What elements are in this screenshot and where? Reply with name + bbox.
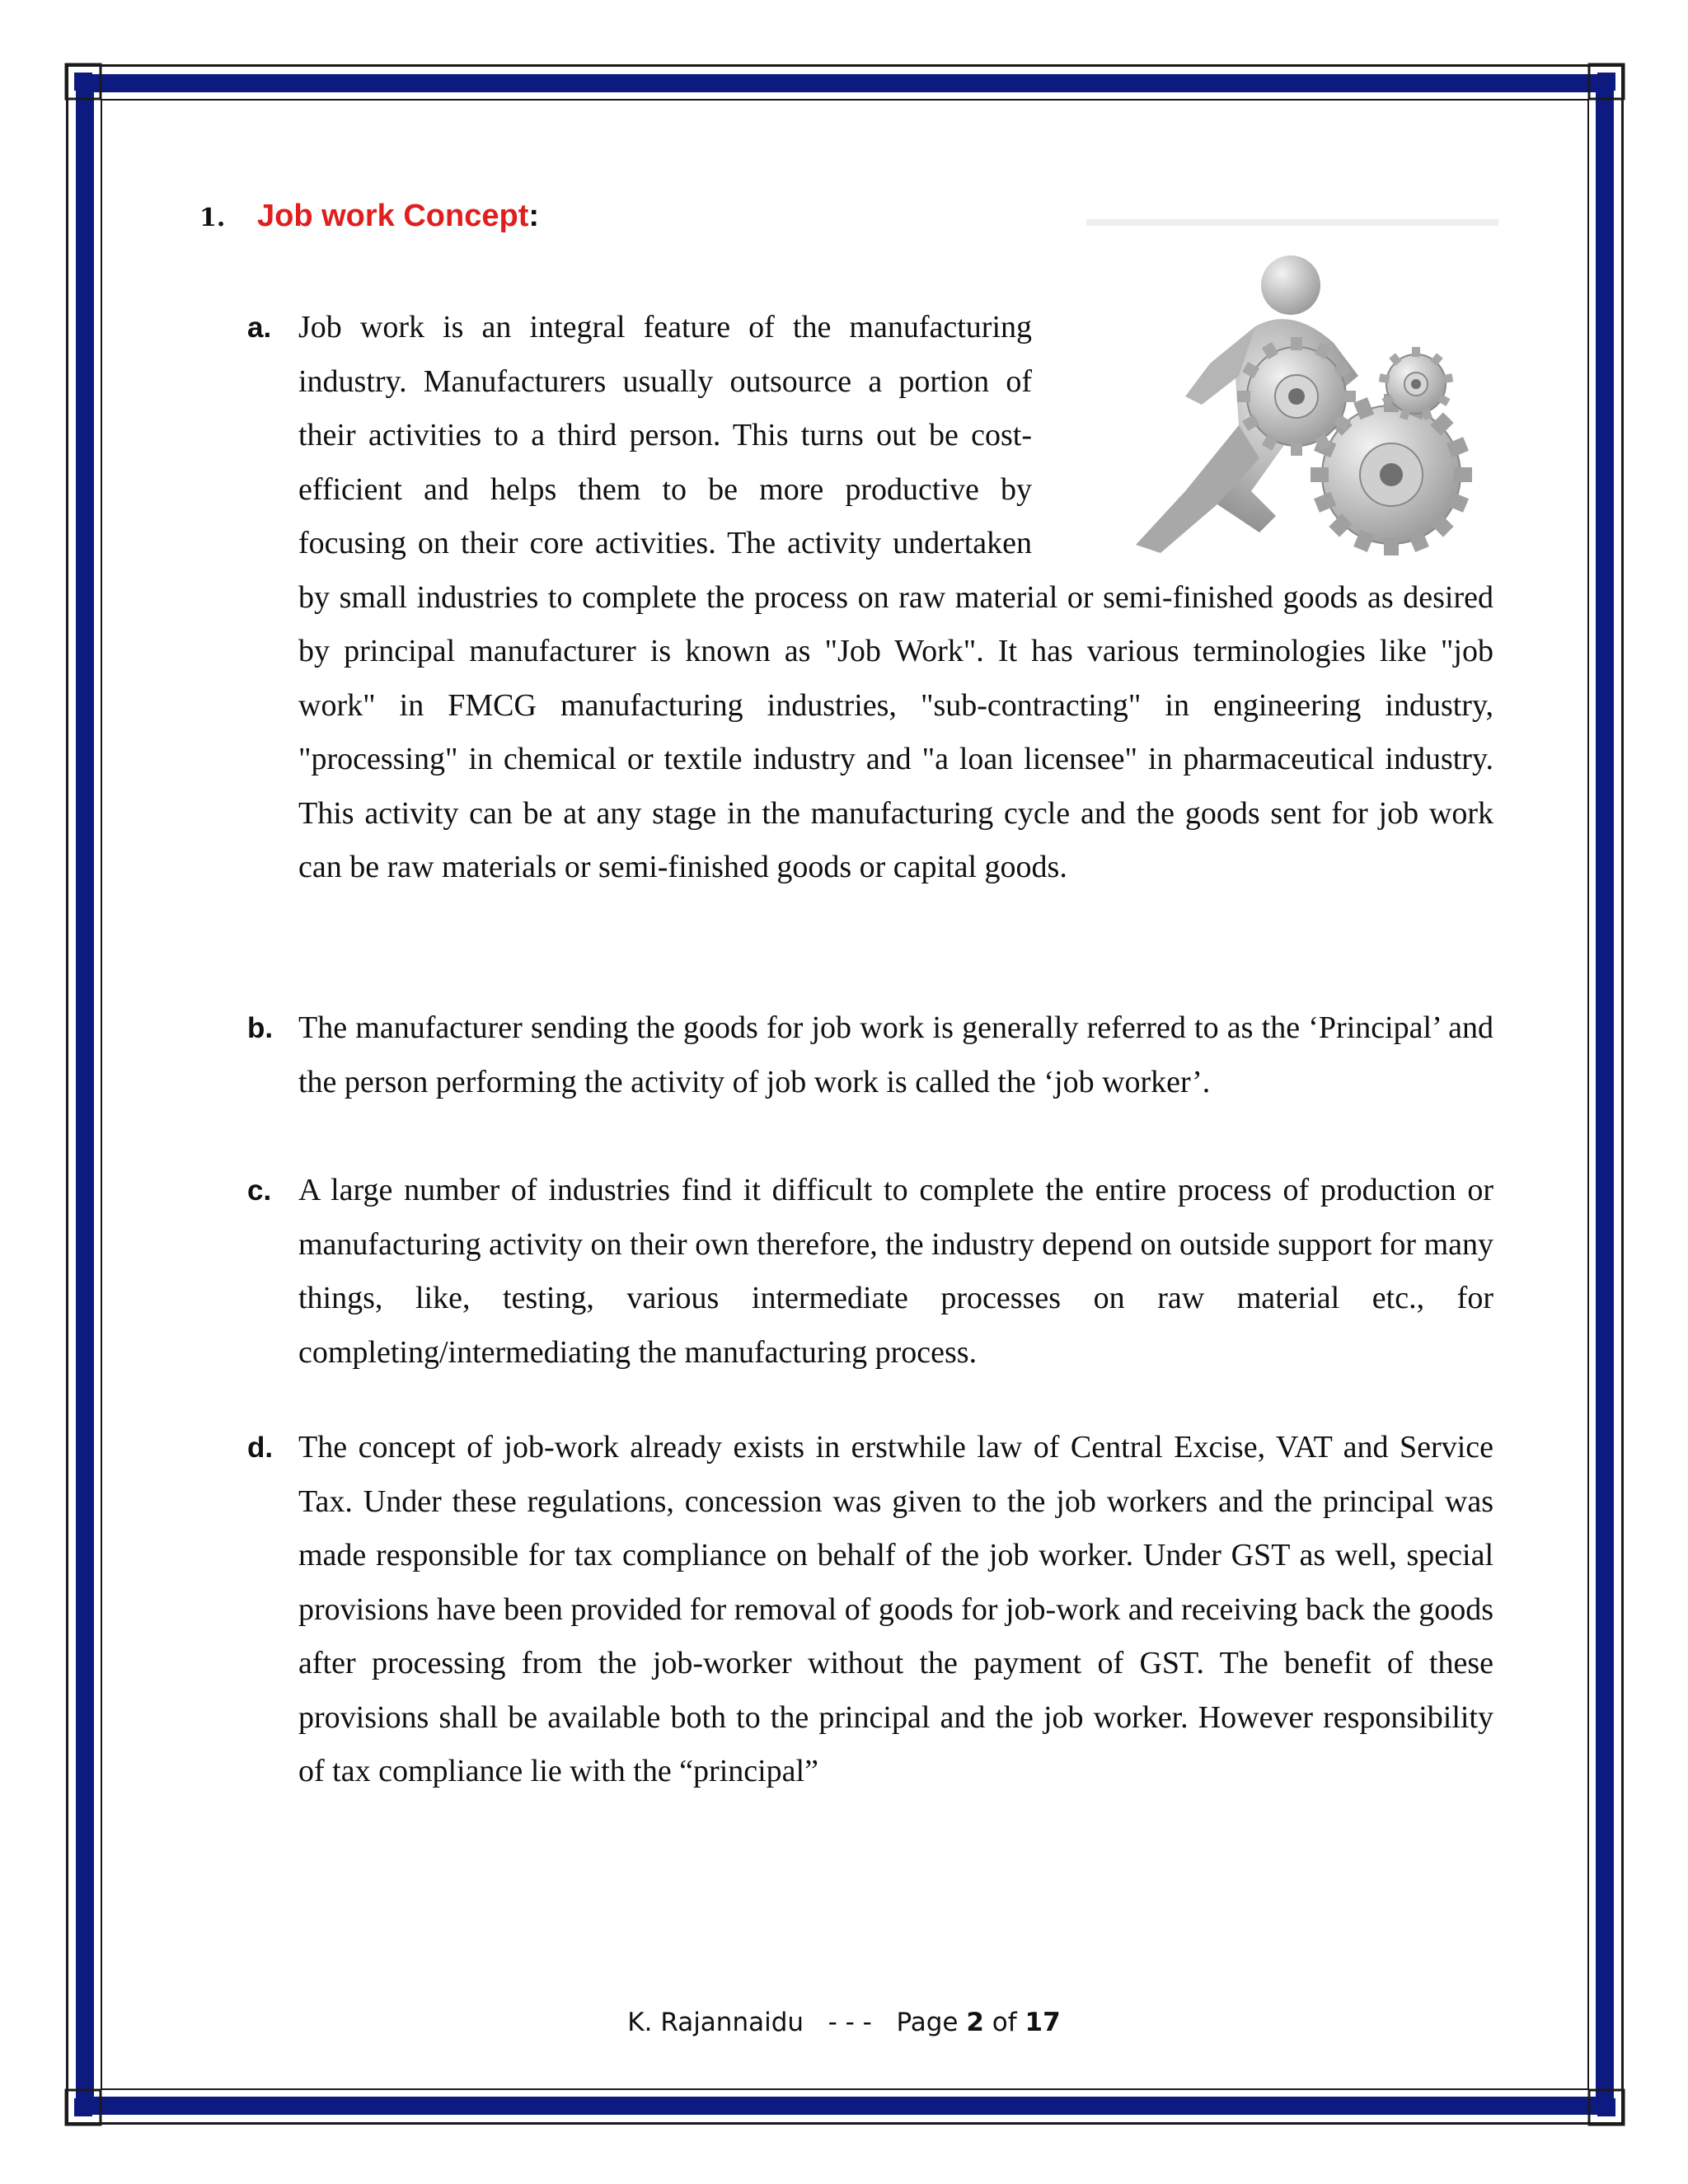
- list-item-a-text: Job work is an integral feature of the manufacturing industry. Manufacturers usually outsource a portion of their activities to a third person. This turns out be cost-efficient and helps them to be more productive by focusing on their core activities. The activity undertaken by small industries to complete the process on raw material or semi-finished goods as desired by principal manufacturer is known as "Job Work". It has various terminologies like "job work" in FMCG manufacturing industries, "sub-contracting" in engineering industry, "processing" in chemical or textile industry and "a loan licensee" in pharmaceutical industry. This activity can be at any stage in the manufacturing cycle and the goods sent for job work can be raw materials or semi-finished goods or capital goods.: [298, 310, 1493, 884]
- list-item-d-text: The concept of job-work already exists in erstwhile law of Central Excise, VAT and Service Tax. Under these regulations, concession was given to the job workers and the principal was made responsible for tax compliance on behalf of the job worker. Under GST as well, special provisions have been provided for removal of goods for job-work and receiving back the goods after processing from the job-worker without the payment of GST. The benefit of these provisions shall be available both to the principal and the job worker. However responsibility of tax compliance lie with the “principal”: [298, 1430, 1493, 1788]
- section-title: Job work Concept: [257, 199, 529, 233]
- section-number: 1.: [199, 204, 226, 232]
- corner-ornament-bottom-left: [64, 2088, 102, 2126]
- page-footer: [0, 2008, 1688, 2037]
- corner-ornament-bottom-right: [1587, 2088, 1625, 2126]
- list-marker: a.: [247, 312, 272, 344]
- footer-of-label: of: [992, 2008, 1017, 2037]
- list-item-b: [247, 1001, 1493, 1109]
- footer-page-label: Page: [896, 2008, 959, 2037]
- corner-ornament-top-left: [64, 63, 102, 101]
- image-wrap-spacer: [1032, 301, 1493, 548]
- footer-page-current: 2: [966, 2008, 984, 2037]
- footer-author: K. Rajannaidu: [627, 2008, 804, 2037]
- section-heading: [199, 198, 539, 234]
- list-item-c: [247, 1164, 1493, 1380]
- footer-page-total: 17: [1025, 2008, 1061, 2037]
- list-item-b-text: The manufacturer sending the goods for job work is generally referred to as the ‘Principal’ and the person performing the activity of job work is called the ‘job worker’.: [298, 1010, 1493, 1099]
- list-marker: c.: [247, 1174, 272, 1207]
- corner-ornament-top-right: [1587, 63, 1625, 101]
- list-item-a: [247, 301, 1493, 895]
- list-item-text: [298, 301, 1493, 895]
- list-item-d: [247, 1421, 1493, 1799]
- list-marker: b.: [247, 1012, 274, 1044]
- list-marker: d.: [247, 1432, 274, 1464]
- section-colon: :: [528, 199, 540, 233]
- footer-separator: - - -: [828, 2008, 872, 2037]
- list-item-c-text: A large number of industries find it difficult to complete the entire process of production or manufacturing activity on their own therefore, the industry depend on outside support for many things, like, testing, various intermediate processes on raw material etc., for completing/intermediating the manufacturing process.: [298, 1173, 1493, 1370]
